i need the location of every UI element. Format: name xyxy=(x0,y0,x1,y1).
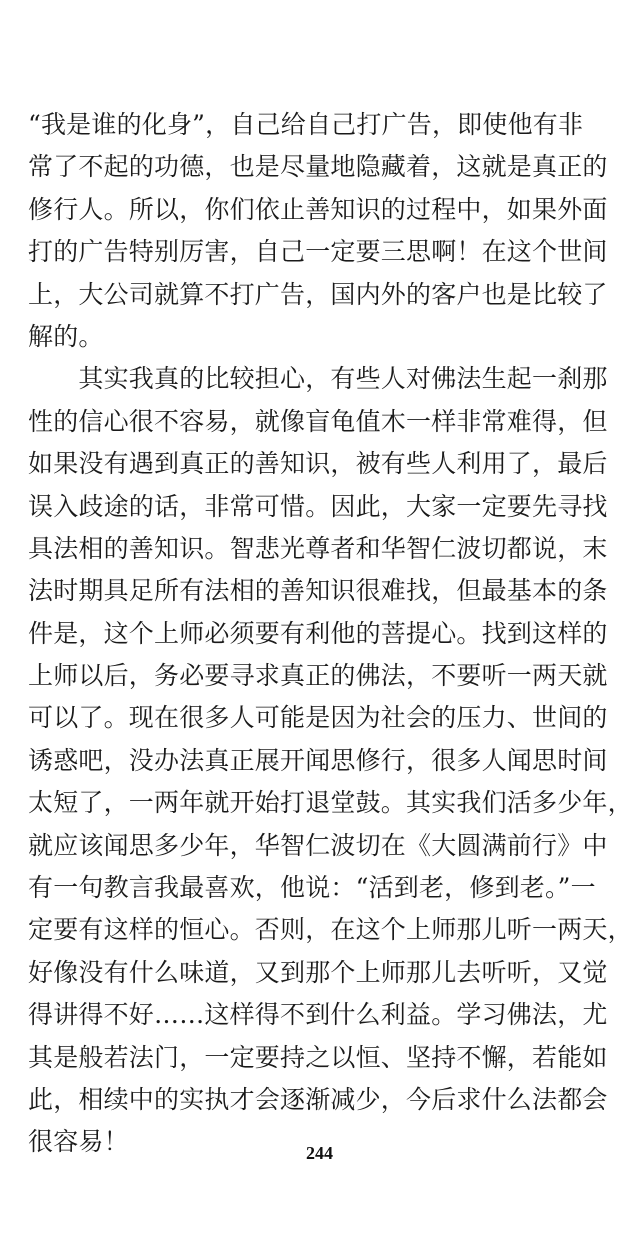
text-line: 件是，这个上师必须要有利他的菩提心。找到这样的 xyxy=(28,618,608,648)
text-line: 此，相续中的实执才会逐渐减少，今后求什么法都会 xyxy=(28,1084,608,1114)
text-line: 法时期具足所有法相的善知识很难找，但最基本的条 xyxy=(28,576,608,606)
text-line: 上，大公司就算不打广告，国内外的客户也是比较了 xyxy=(28,279,608,309)
text-line: 性的信心很不容易，就像盲龟值木一样非常难得，但 xyxy=(28,406,608,436)
text-line: 诱惑吧，没办法真正展开闻思修行，很多人闻思时间 xyxy=(28,745,608,775)
text-line: 得讲得不好……这样得不到什么利益。学习佛法，尤 xyxy=(28,1000,608,1030)
text-line: 常了不起的功德，也是尽量地隐藏着，这就是真正的 xyxy=(28,152,608,182)
text-line: 好像没有什么味道，又到那个上师那儿去听听，又觉 xyxy=(28,957,608,987)
text-line: 解的。 xyxy=(28,321,104,351)
text-line: 如果没有遇到真正的善知识，被有些人利用了，最后 xyxy=(28,449,608,479)
text-line: 有一句教言我最喜欢，他说：“活到老，修到老。”一 xyxy=(28,873,596,903)
text-line: 定要有这样的恒心。否则，在这个上师那儿听一两天， xyxy=(28,915,633,945)
text-line: “我是谁的化身”，自己给自己打广告，即使他有非 xyxy=(28,110,584,139)
text-line: 修行人。所以，你们依止善知识的过程中，如果外面 xyxy=(28,194,608,224)
body-text xyxy=(28,104,633,1164)
text-line: 很容易！ xyxy=(28,1127,129,1157)
text-line: 可以了。现在很多人可能是因为社会的压力、世间的 xyxy=(28,703,608,733)
text-line: 上师以后，务必要寻求真正的佛法，不要听一两天就 xyxy=(28,661,608,691)
page-number: 244 xyxy=(306,1143,333,1163)
text-line: 具法相的善知识。智悲光尊者和华智仁波切都说，末 xyxy=(28,533,608,563)
text-line: 打的广告特别厉害，自己一定要三思啊！在这个世间 xyxy=(28,237,608,267)
paragraph-start-line: 其实我真的比较担心，有些人对佛法生起一刹那 xyxy=(28,364,608,394)
text-line: 误入歧途的话，非常可惜。因此，大家一定要先寻找 xyxy=(28,491,608,521)
text-line: 其是般若法门，一定要持之以恒、坚持不懈，若能如 xyxy=(28,1042,608,1072)
text-line: 就应该闻思多少年，华智仁波切在《大圆满前行》中 xyxy=(28,830,608,860)
text-line: 太短了，一两年就开始打退堂鼓。其实我们活多少年， xyxy=(28,788,633,818)
